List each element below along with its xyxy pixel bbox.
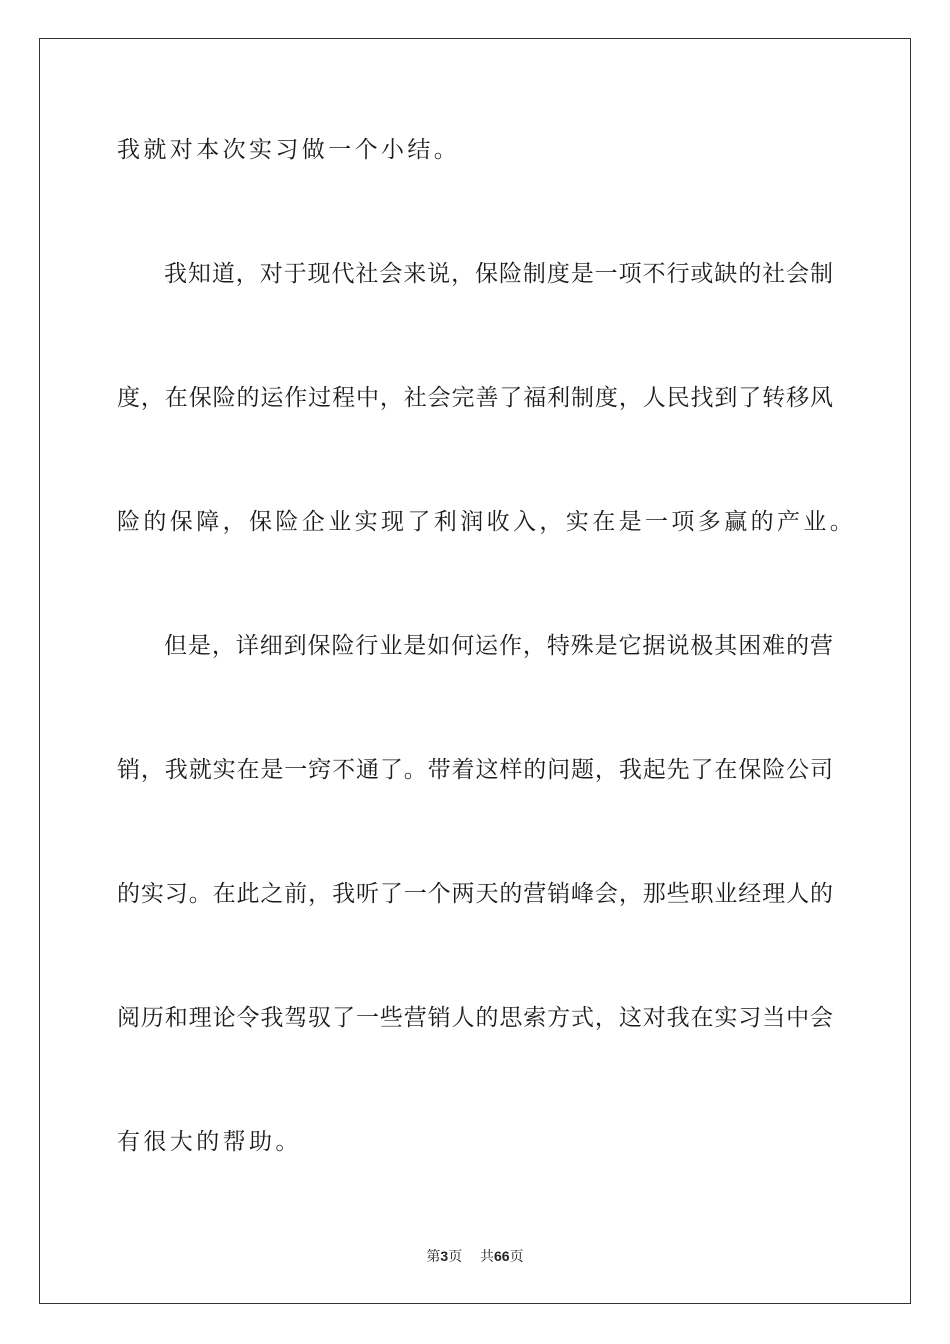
page-suffix: 页 — [448, 1249, 463, 1265]
total-pages: 66 — [494, 1248, 510, 1264]
paragraph-line: 险的保障，保险企业实现了利润收入，实在是一项多赢的产业。 — [117, 509, 857, 535]
page-footer — [0, 1247, 950, 1266]
total-prefix: 共 — [480, 1249, 495, 1265]
paragraph-line: 有很大的帮助。 — [117, 1129, 302, 1155]
paragraph-line: 我知道，对于现代社会来说，保险制度是一项不行或缺的社会制 — [164, 261, 833, 287]
page-prefix: 第 — [426, 1249, 441, 1265]
paragraph-line: 度，在保险的运作过程中，社会完善了福利制度，人民找到了转移风 — [117, 385, 833, 411]
page-border — [39, 38, 911, 1304]
paragraph-line: 阅历和理论令我驾驭了一些营销人的思索方式，这对我在实习当中会 — [117, 1005, 833, 1031]
page-number: 3 — [440, 1248, 449, 1264]
total-suffix: 页 — [509, 1249, 524, 1265]
paragraph-line: 但是，详细到保险行业是如何运作，特殊是它据说极其困难的营 — [164, 633, 833, 659]
paragraph-line: 我就对本次实习做一个小结。 — [117, 137, 461, 163]
paragraph-line: 销，我就实在是一窍不通了。带着这样的问题，我起先了在保险公司 — [117, 757, 833, 783]
paragraph-line: 的实习。在此之前，我听了一个两天的营销峰会，那些职业经理人的 — [117, 881, 833, 907]
